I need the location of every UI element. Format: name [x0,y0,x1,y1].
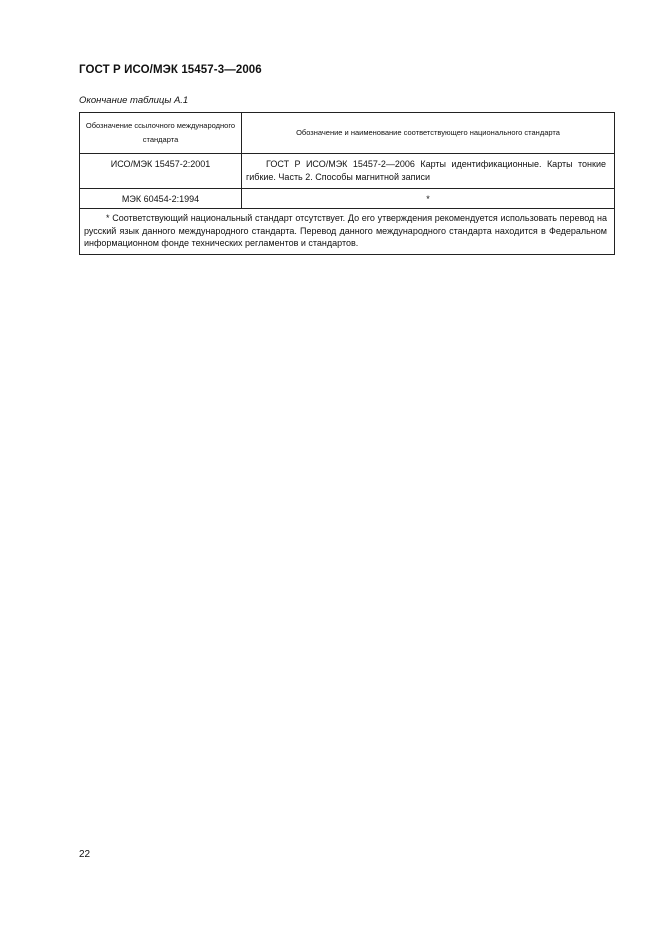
table-footnote-row [80,209,615,255]
cell-national-standard: * [242,189,615,209]
table-row [80,154,615,189]
cell-national-standard: ГОСТ Р ИСО/МЭК 15457-2—2006 Карты идентификационные. Карты тонкие гибкие. Часть 2. Способы магнитной записи [242,154,615,189]
table-footnote: * Соответствующий национальный стандарт отсутствует. До его утверждения рекомендуется использовать перевод на русский язык данного международного стандарта. Перевод данного международного стандарта находится в Федеральном информационном фонде технических регламентов и стандартов. [80,209,615,255]
table-row [80,189,615,209]
column-header-national: Обозначение и наименование соответствующего национального стандарта [242,113,615,154]
cell-international-standard: МЭК 60454-2:1994 [80,189,242,209]
page-number: 22 [79,849,91,860]
document-header: ГОСТ Р ИСО/МЭК 15457-3—2006 [79,64,262,76]
column-header-international: Обозначение ссылочного международного стандарта [80,113,242,154]
reference-table [79,112,615,255]
cell-international-standard: ИСО/МЭК 15457-2:2001 [80,154,242,189]
table-header-row [80,113,615,154]
table-caption: Окончание таблицы А.1 [79,95,189,106]
